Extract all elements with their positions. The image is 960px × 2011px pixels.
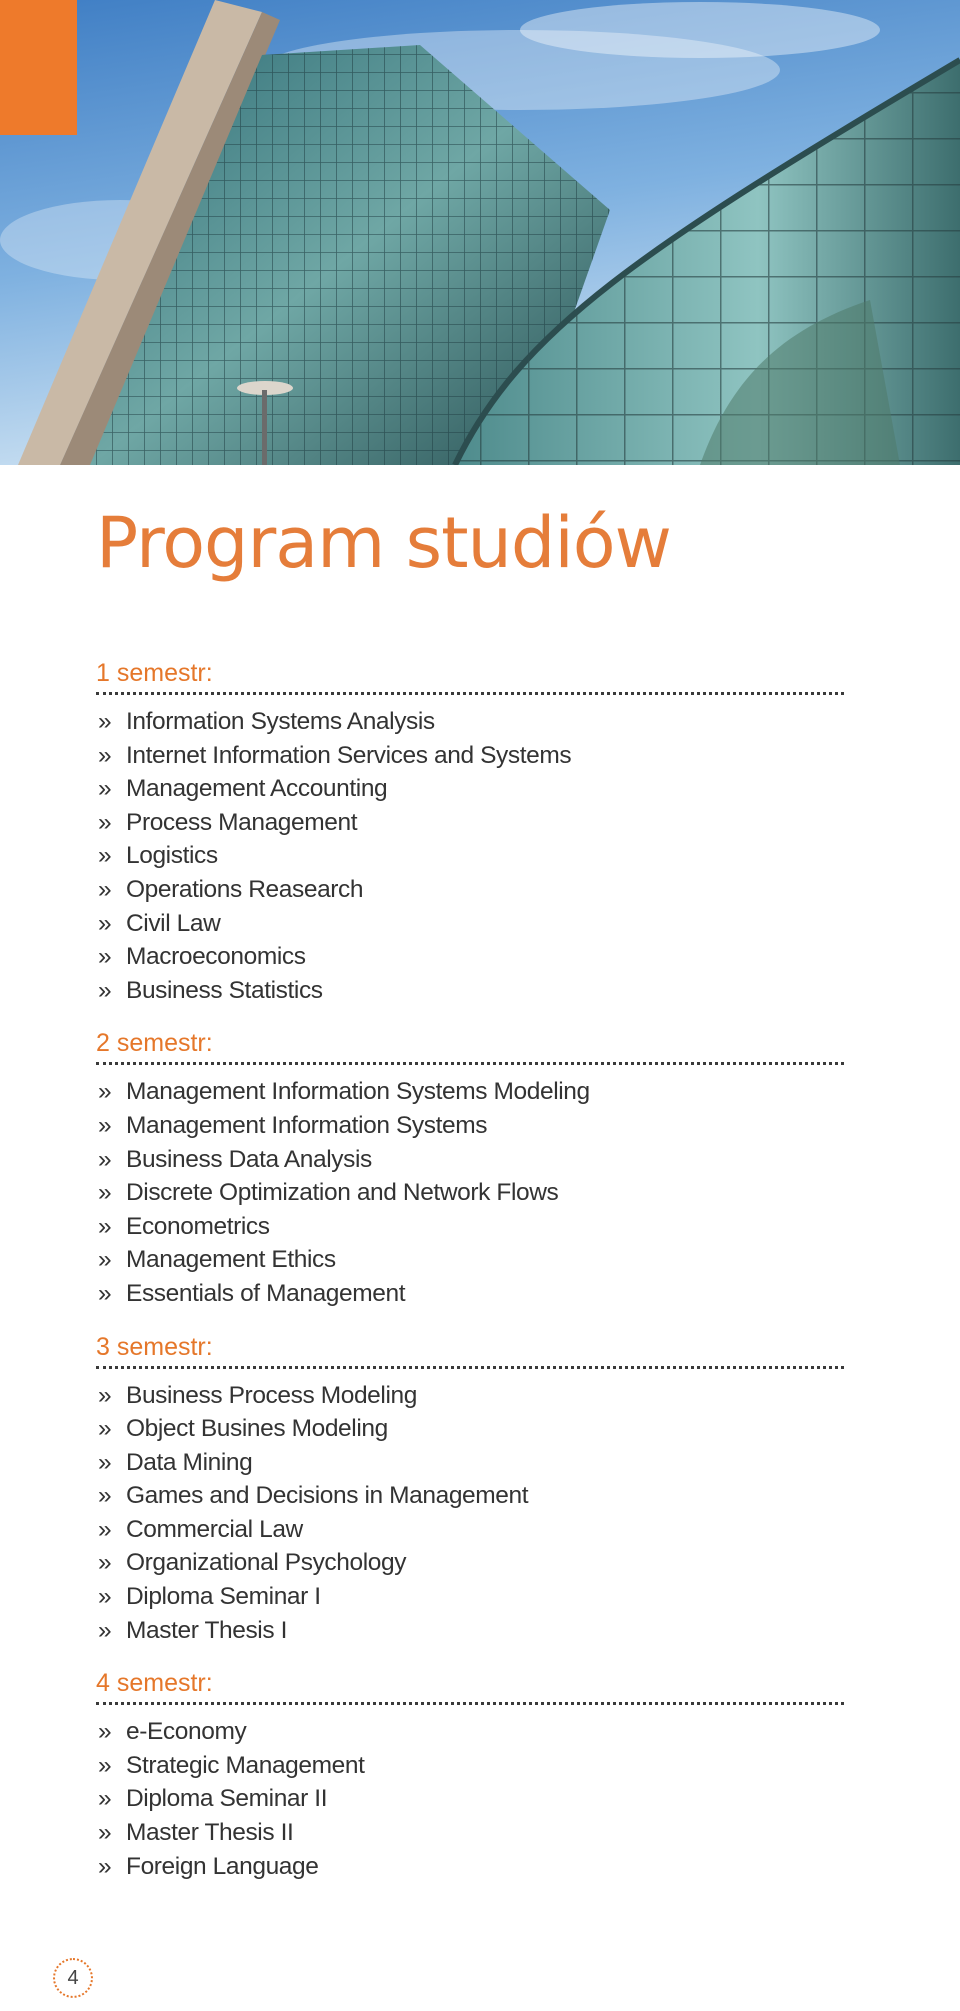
chevron-icon: »: [98, 1448, 112, 1476]
course-label: Foreign Language: [126, 1852, 319, 1880]
course-item: [96, 839, 844, 873]
course-item: [96, 1715, 844, 1749]
semester-2-header: 2 semestr:: [96, 1025, 844, 1065]
course-label: Object Busines Modeling: [126, 1415, 388, 1443]
chevron-icon: »: [98, 1751, 112, 1779]
course-label: Business Statistics: [126, 976, 323, 1004]
course-label: Strategic Management: [126, 1751, 365, 1779]
course-item: [96, 1109, 844, 1143]
chevron-icon: »: [98, 808, 112, 836]
chevron-icon: »: [98, 875, 112, 903]
course-label: Econometrics: [126, 1212, 270, 1240]
chevron-icon: »: [98, 1179, 112, 1207]
course-item: [96, 1210, 844, 1244]
course-label: Logistics: [126, 842, 218, 870]
course-item: [96, 739, 844, 773]
chevron-icon: »: [98, 842, 112, 870]
orange-corner-tab: [0, 0, 77, 135]
course-item: [96, 1513, 844, 1547]
course-item: [96, 1816, 844, 1850]
course-label: Business Process Modeling: [126, 1381, 417, 1409]
semester-2: [96, 1025, 844, 1310]
course-label: Discrete Optimization and Network Flows: [126, 1179, 559, 1207]
course-label: Diploma Seminar II: [126, 1785, 328, 1813]
course-item: [96, 873, 844, 907]
semester-4-list: [96, 1715, 844, 1883]
course-label: Master Thesis I: [126, 1616, 288, 1644]
chevron-icon: »: [98, 1819, 112, 1847]
course-label: Internet Information Services and Systems: [126, 741, 572, 769]
course-item: [96, 1143, 844, 1177]
semester-4: [96, 1665, 844, 1883]
course-item: [96, 1446, 844, 1480]
chevron-icon: »: [98, 1111, 112, 1139]
course-item: [96, 1614, 844, 1648]
course-item: [96, 1379, 844, 1413]
course-label: Management Ethics: [126, 1246, 336, 1274]
semester-1-header: 1 semestr:: [96, 655, 844, 695]
course-label: Master Thesis II: [126, 1819, 294, 1847]
chevron-icon: »: [98, 1145, 112, 1173]
course-item: [96, 705, 844, 739]
chevron-icon: »: [98, 1549, 112, 1577]
chevron-icon: »: [98, 1415, 112, 1443]
semester-1: [96, 655, 844, 1007]
course-label: Games and Decisions in Management: [126, 1482, 529, 1510]
course-item: [96, 1479, 844, 1513]
course-label: Organizational Psychology: [126, 1549, 407, 1577]
semester-2-list: [96, 1075, 844, 1310]
chevron-icon: »: [98, 1482, 112, 1510]
course-label: Macroeconomics: [126, 943, 306, 971]
course-item: [96, 1782, 844, 1816]
page-number: 4: [53, 1958, 93, 1998]
semester-3: [96, 1329, 844, 1648]
course-item: [96, 1176, 844, 1210]
course-item: [96, 907, 844, 941]
course-label: Operations Reasearch: [126, 875, 364, 903]
curriculum: [96, 655, 844, 1883]
chevron-icon: »: [98, 708, 112, 735]
course-label: Management Information Systems: [126, 1111, 488, 1139]
chevron-icon: »: [98, 1785, 112, 1813]
course-label: Management Information Systems Modeling: [126, 1078, 590, 1106]
hero-image: [0, 0, 960, 465]
course-item: [96, 1243, 844, 1277]
chevron-icon: »: [98, 1852, 112, 1880]
chevron-icon: »: [98, 1279, 112, 1307]
semester-4-header: 4 semestr:: [96, 1665, 844, 1705]
course-item: [96, 1580, 844, 1614]
course-item: [96, 806, 844, 840]
course-label: Information Systems Analysis: [126, 708, 435, 735]
course-label: e-Economy: [126, 1718, 247, 1746]
course-label: Civil Law: [126, 909, 221, 937]
course-label: Management Accounting: [126, 775, 388, 803]
course-label: Diploma Seminar I: [126, 1583, 321, 1611]
chevron-icon: »: [98, 1246, 112, 1274]
course-label: Essentials of Management: [126, 1279, 406, 1307]
chevron-icon: »: [98, 943, 112, 971]
semester-1-list: [96, 705, 844, 1007]
chevron-icon: »: [98, 1616, 112, 1644]
course-item: [96, 1749, 844, 1783]
semester-3-list: [96, 1379, 844, 1648]
chevron-icon: »: [98, 1515, 112, 1543]
chevron-icon: »: [98, 1212, 112, 1240]
course-item: [96, 1850, 844, 1884]
chevron-icon: »: [98, 1078, 112, 1106]
course-item: [96, 1412, 844, 1446]
course-item: [96, 1546, 844, 1580]
chevron-icon: »: [98, 775, 112, 803]
course-item: [96, 772, 844, 806]
page-title: Program studiów: [96, 502, 671, 584]
course-item: [96, 1277, 844, 1311]
chevron-icon: »: [98, 1381, 112, 1409]
course-label: Commercial Law: [126, 1515, 303, 1543]
course-item: [96, 940, 844, 974]
course-label: Data Mining: [126, 1448, 253, 1476]
course-label: Process Management: [126, 808, 358, 836]
chevron-icon: »: [98, 976, 112, 1004]
chevron-icon: »: [98, 909, 112, 937]
chevron-icon: »: [98, 741, 112, 769]
course-item: [96, 1075, 844, 1109]
course-label: Business Data Analysis: [126, 1145, 372, 1173]
chevron-icon: »: [98, 1583, 112, 1611]
chevron-icon: »: [98, 1718, 112, 1746]
semester-3-header: 3 semestr:: [96, 1329, 844, 1369]
course-item: [96, 974, 844, 1008]
